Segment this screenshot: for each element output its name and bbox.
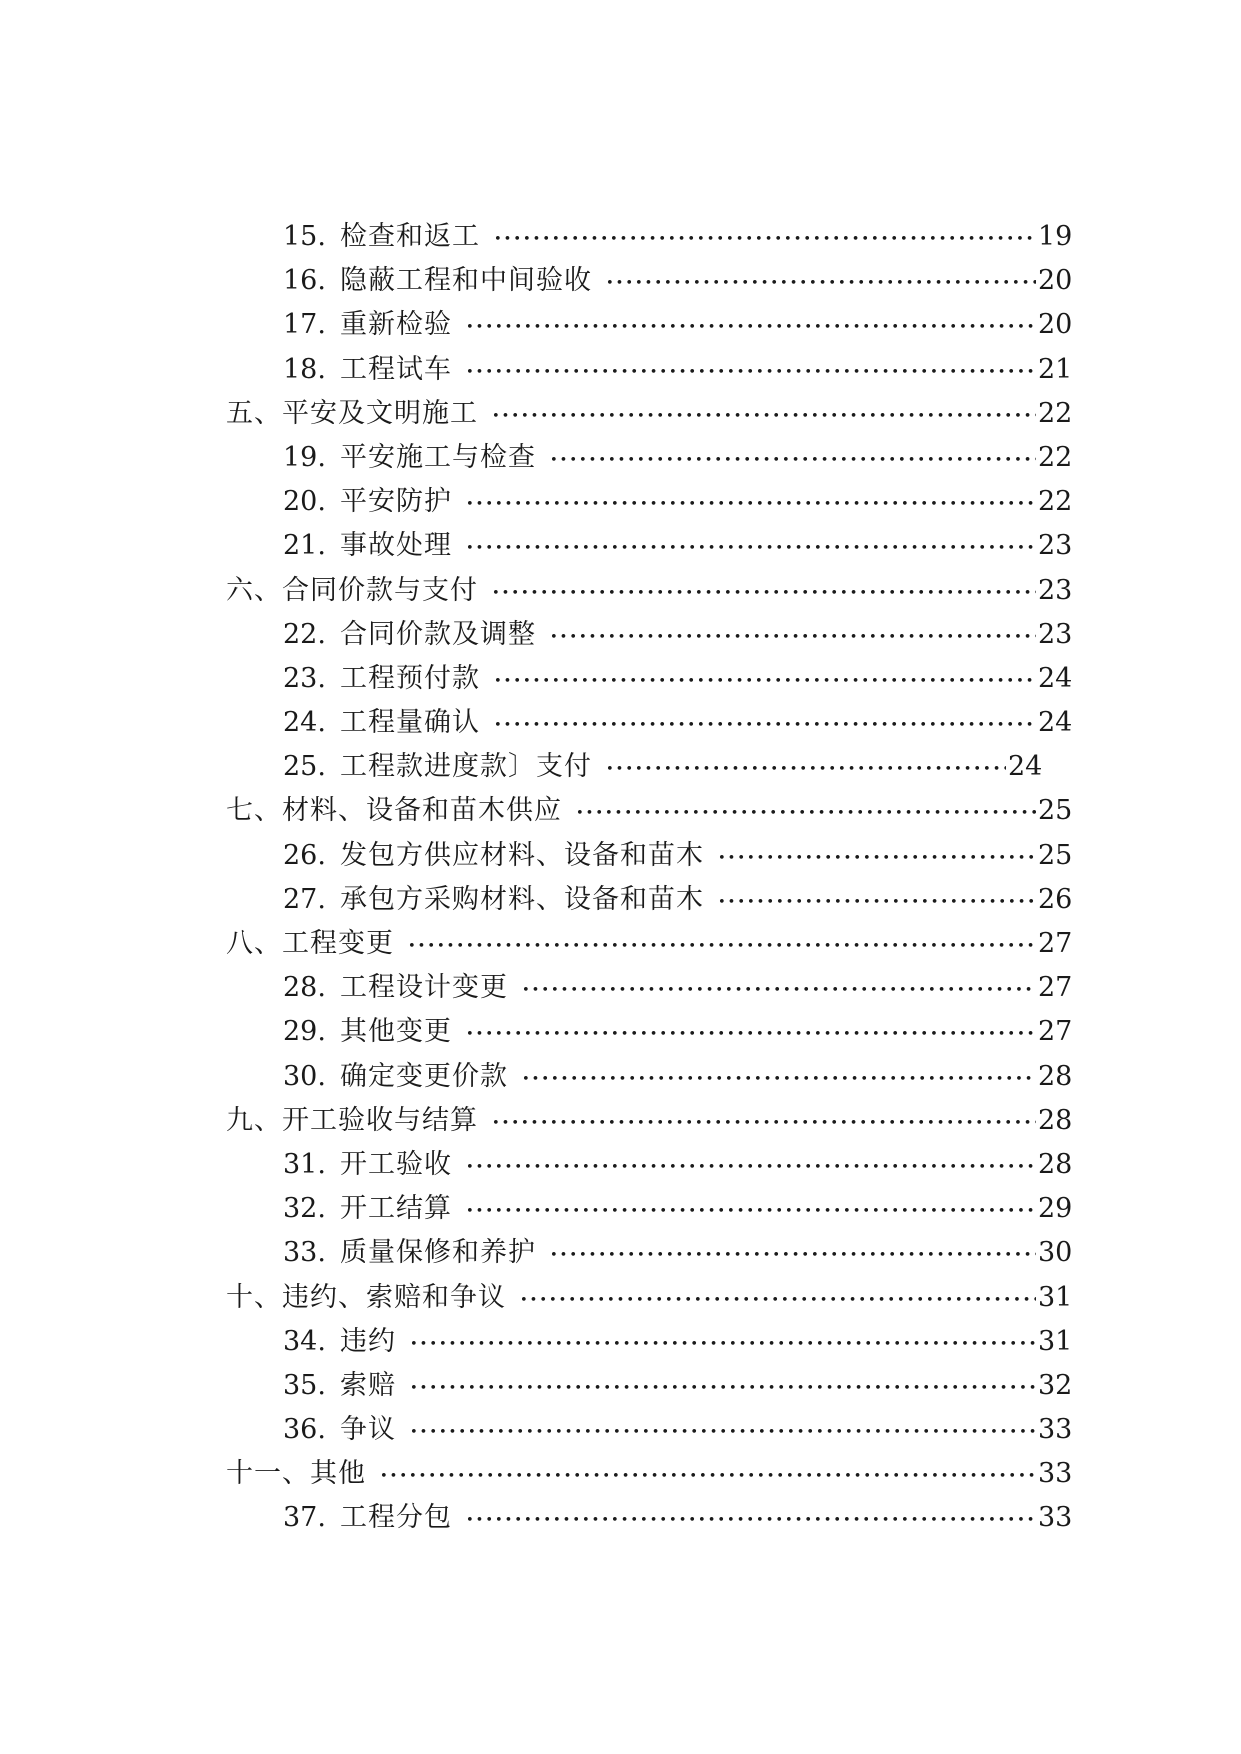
toc-entry[interactable] [0, 922, 1241, 966]
toc-dot-leader [520, 1276, 1036, 1320]
toc-entry[interactable] [0, 1187, 1241, 1231]
toc-dot-leader [576, 789, 1036, 833]
toc-entry[interactable] [0, 1010, 1241, 1054]
toc-entry[interactable] [0, 1055, 1241, 1099]
toc-entry-page: 24 [1008, 751, 1043, 783]
toc-entry-page: 23 [1038, 530, 1073, 562]
toc-entry-page: 31 [1038, 1281, 1073, 1313]
toc-dot-leader [522, 966, 1036, 1010]
toc-entry-number: 27. [283, 883, 326, 915]
toc-dot-leader [550, 1231, 1036, 1275]
toc-dot-leader [466, 1143, 1036, 1187]
toc-entry-page: 24 [1038, 662, 1073, 694]
toc-entry-page: 23 [1038, 618, 1073, 650]
toc-entry-number: 16. [283, 265, 326, 297]
toc-entry-number: 17. [283, 309, 326, 341]
toc-dot-leader [466, 524, 1036, 568]
toc-entry[interactable] [0, 524, 1241, 568]
toc-entry-number: 30. [283, 1060, 326, 1092]
toc-entry-page: 27 [1038, 972, 1073, 1004]
toc-entry-title: 平安防护 [340, 486, 452, 518]
toc-dot-leader [466, 348, 1036, 392]
toc-dot-leader [466, 480, 1036, 524]
toc-dot-leader [492, 1099, 1036, 1143]
toc-entry-page: 28 [1038, 1104, 1073, 1136]
toc-entry-title: 十、违约、索赔和争议 [226, 1281, 506, 1313]
toc-entry-title: 开工结算 [340, 1193, 452, 1225]
toc-entry-page: 32 [1038, 1369, 1073, 1401]
toc-entry-number: 34. [283, 1325, 326, 1357]
toc-dot-leader [466, 1010, 1036, 1054]
toc-entry-number: 18. [283, 353, 326, 385]
toc-dot-leader [718, 834, 1036, 878]
toc-entry-number: 26. [283, 839, 326, 871]
toc-entry-title: 隐蔽工程和中间验收 [340, 265, 592, 297]
toc-entry[interactable] [0, 1408, 1241, 1452]
toc-entry-title: 事故处理 [340, 530, 452, 562]
toc-entry[interactable] [0, 878, 1241, 922]
toc-dot-leader [522, 1055, 1036, 1099]
toc-entry[interactable] [0, 1143, 1241, 1187]
toc-entry-page: 33 [1038, 1502, 1073, 1534]
toc-entry-page: 28 [1038, 1060, 1073, 1092]
toc-entry[interactable] [0, 789, 1241, 833]
toc-entry[interactable] [0, 303, 1241, 347]
toc-entry-page: 31 [1038, 1325, 1073, 1357]
toc-entry-title: 争议 [340, 1414, 396, 1446]
toc-dot-leader [410, 1364, 1036, 1408]
toc-dot-leader [492, 392, 1036, 436]
toc-entry-title: 质量保修和养护 [340, 1237, 536, 1269]
toc-entry-number: 25. [283, 751, 326, 783]
toc-entry-page: 23 [1038, 574, 1073, 606]
toc-entry-page: 33 [1038, 1458, 1073, 1490]
toc-entry-page: 24 [1038, 707, 1073, 739]
toc-entry[interactable] [0, 1452, 1241, 1496]
toc-entry[interactable] [0, 613, 1241, 657]
toc-dot-leader [606, 745, 1006, 789]
toc-entry-title: 工程预付款 [340, 662, 480, 694]
toc-entry-page: 20 [1038, 309, 1073, 341]
toc-entry-title: 重新检验 [340, 309, 452, 341]
toc-entry-title: 七、材料、设备和苗木供应 [226, 795, 562, 827]
toc-entry-title: 工程量确认 [340, 707, 480, 739]
toc-entry-number: 21. [283, 530, 326, 562]
toc-entry-page: 20 [1038, 265, 1073, 297]
toc-dot-leader [410, 1320, 1036, 1364]
toc-entry[interactable] [0, 1231, 1241, 1275]
toc-entry-number: 24. [283, 707, 326, 739]
toc-entry[interactable] [0, 745, 1241, 789]
toc-entry-number: 20. [283, 486, 326, 518]
toc-entry[interactable] [0, 436, 1241, 480]
toc-entry-page: 27 [1038, 1016, 1073, 1048]
toc-entry[interactable] [0, 215, 1241, 259]
toc-entry[interactable] [0, 1099, 1241, 1143]
toc-entry-title: 承包方采购材料、设备和苗木 [340, 883, 704, 915]
toc-entry[interactable] [0, 392, 1241, 436]
toc-entry[interactable] [0, 834, 1241, 878]
toc-entry-title: 八、工程变更 [226, 928, 394, 959]
table-of-contents [0, 215, 1241, 1541]
toc-entry-title: 十一、其他 [226, 1458, 366, 1490]
toc-dot-leader [466, 303, 1036, 347]
toc-entry-number: 22. [283, 618, 326, 650]
toc-entry-title: 工程款进度款〕支付 [340, 751, 592, 783]
toc-dot-leader [492, 569, 1036, 613]
toc-entry-number: 28. [283, 972, 326, 1004]
toc-entry-page: 22 [1038, 486, 1073, 518]
toc-entry-number: 36. [283, 1414, 326, 1446]
toc-entry[interactable] [0, 701, 1241, 745]
toc-entry-title: 违约 [340, 1325, 396, 1357]
toc-dot-leader [550, 613, 1036, 657]
toc-entry-number: 33. [283, 1237, 326, 1269]
toc-entry[interactable] [0, 1364, 1241, 1408]
toc-entry-number: 15. [283, 221, 326, 252]
toc-entry-page: 30 [1038, 1237, 1073, 1269]
toc-entry-number: 29. [283, 1016, 326, 1048]
toc-entry-title: 工程分包 [340, 1502, 452, 1534]
toc-entry[interactable] [0, 1496, 1241, 1540]
toc-dot-leader [606, 259, 1036, 303]
toc-entry[interactable] [0, 259, 1241, 303]
toc-entry[interactable] [0, 480, 1241, 524]
toc-entry-number: 31. [283, 1148, 326, 1180]
toc-dot-leader [494, 657, 1036, 701]
toc-entry-title: 合同价款及调整 [340, 618, 536, 650]
toc-entry-title: 确定变更价款 [340, 1060, 508, 1092]
toc-entry-title: 检查和返工 [340, 221, 480, 252]
toc-dot-leader [494, 215, 1036, 259]
toc-entry-title: 开工验收 [340, 1148, 452, 1180]
toc-entry-page: 22 [1038, 441, 1073, 473]
toc-entry[interactable] [0, 348, 1241, 392]
toc-entry-title: 工程设计变更 [340, 972, 508, 1004]
toc-dot-leader [380, 1452, 1036, 1496]
toc-entry-number: 35. [283, 1369, 326, 1401]
toc-entry-number: 19. [283, 441, 326, 473]
toc-entry-number: 32. [283, 1193, 326, 1225]
toc-entry-number: 37. [283, 1502, 326, 1534]
toc-entry-page: 33 [1038, 1414, 1073, 1446]
toc-dot-leader [494, 701, 1036, 745]
toc-entry-page: 28 [1038, 1148, 1073, 1180]
toc-dot-leader [408, 922, 1036, 966]
toc-entry-title: 工程试车 [340, 353, 452, 385]
toc-entry[interactable] [0, 966, 1241, 1010]
toc-entry-page: 29 [1038, 1193, 1073, 1225]
toc-entry-page: 25 [1038, 795, 1073, 827]
toc-entry-title: 六、合同价款与支付 [226, 574, 478, 606]
toc-entry-title: 发包方供应材料、设备和苗木 [340, 839, 704, 871]
toc-dot-leader [718, 878, 1036, 922]
toc-entry-title: 其他变更 [340, 1016, 452, 1048]
toc-entry[interactable] [0, 1320, 1241, 1364]
toc-entry-page: 26 [1038, 883, 1073, 915]
toc-entry-page: 25 [1038, 839, 1073, 871]
toc-entry[interactable] [0, 569, 1241, 613]
toc-entry-number: 23. [283, 662, 326, 694]
toc-dot-leader [410, 1408, 1036, 1452]
toc-entry-page: 19 [1038, 221, 1073, 252]
toc-entry-title: 索赔 [340, 1369, 396, 1401]
toc-entry-page: 22 [1038, 397, 1073, 429]
toc-dot-leader [466, 1496, 1036, 1540]
toc-entry[interactable] [0, 1276, 1241, 1320]
toc-entry-page: 27 [1038, 928, 1073, 959]
toc-entry-title: 平安施工与检查 [340, 441, 536, 473]
toc-dot-leader [466, 1187, 1036, 1231]
toc-entry[interactable] [0, 657, 1241, 701]
toc-entry-title: 五、平安及文明施工 [226, 397, 478, 429]
toc-dot-leader [550, 436, 1036, 480]
toc-entry-page: 21 [1038, 353, 1073, 385]
toc-entry-title: 九、开工验收与结算 [226, 1104, 478, 1136]
